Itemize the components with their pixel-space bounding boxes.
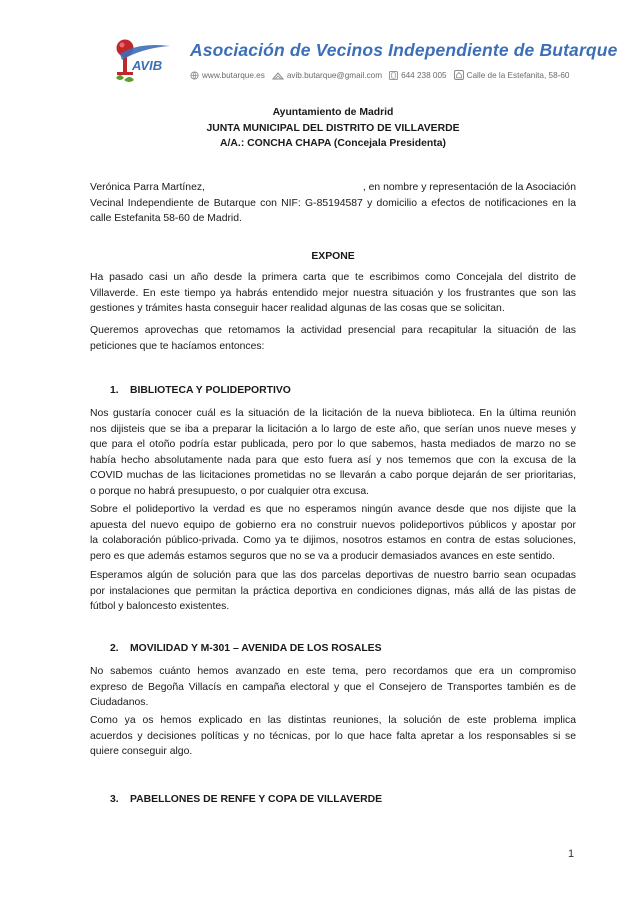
phone-item <box>389 71 447 80</box>
paragraph-1 <box>90 270 576 317</box>
s1p3-line: Esperamos algún de solución para que las dos parcelas deportivas de nuestro barrio sean ocupadas <box>90 570 576 581</box>
p1-line: Ha pasado casi un año desde la primera carta que te escribimos como Concejala del distrito de <box>90 272 576 283</box>
address-text: Calle de la Estefanita, 58-60 <box>466 70 570 80</box>
contact-bar <box>190 70 576 80</box>
section-1-paragraph-3 <box>90 568 576 615</box>
section-title: MOVILIDAD Y M-301 – AVENIDA DE LOS ROSALES <box>130 643 382 654</box>
association-name: Asociación de Vecinos Independiente de Butarque <box>190 40 618 60</box>
expone-heading: EXPONE <box>311 251 355 262</box>
s1p1-line: COVID muchas de las licitaciones prometidas no se llevarán a cabo porque dejarán de ser prioritarias, <box>90 470 576 482</box>
section-number: 3. <box>110 794 119 805</box>
section-number: 2. <box>110 643 119 654</box>
email-text[interactable]: avib.butarque@gmail.com <box>286 70 383 80</box>
s2p2-line: quiere conseguir algo. <box>90 746 193 758</box>
section-number: 1. <box>110 385 119 396</box>
home-icon <box>454 70 464 80</box>
recipient-line-3: A/A.: CONCHA CHAPA (Concejala Presidenta) <box>220 138 446 150</box>
section-title: PABELLONES DE RENFE Y COPA DE VILLAVERDE <box>130 794 383 805</box>
s1p1-line: que para el otoño podría estar publicada, pero por lo que sabemos, hasta mediados de marzo no se <box>90 439 576 451</box>
s1p1-line: Nos gustaría conocer cuál es la situación de la licitación de la nueva biblioteca. En la última reunión <box>90 408 576 419</box>
logo-text: AVIB <box>132 58 163 73</box>
email-item <box>272 71 382 80</box>
globe-icon <box>190 71 199 80</box>
section-title: BIBLIOTECA Y POLIDEPORTIVO <box>130 385 291 396</box>
address-item <box>454 70 570 80</box>
section-2-paragraph-2 <box>90 713 576 760</box>
s2p2-line: Como ya os hemos explicado en las distintas reuniones, la solución de este problema implica <box>90 715 576 726</box>
section-2-paragraph-1 <box>90 664 576 711</box>
website-item <box>190 71 265 80</box>
intro-paragraph <box>90 180 576 227</box>
p1-line: gestiones y trámites hasta conseguir hacer realidad algunas de las cosas que se solicitan. <box>90 303 505 315</box>
intro-line-1-rest: , en nombre y representación de la Asociación <box>362 182 576 193</box>
intro-line-2: Vecinal Independiente de Butarque con NIF: G-85194587 y domicilio a efectos de notificaciones en la <box>90 197 576 209</box>
s1p2-line: Sobre el polideportivo la verdad es que no esperamos ningún avance desde que nos dijiste que la <box>90 504 576 515</box>
website-text[interactable]: www.butarque.es <box>202 70 265 80</box>
section-3-heading <box>110 794 382 805</box>
recipient-line-1: Ayuntamiento de Madrid <box>272 107 394 118</box>
page-number: 1 <box>568 848 575 860</box>
s2p1-line: Ciudadanos. <box>90 697 149 709</box>
sender-name: Verónica Parra Martínez, <box>90 182 205 193</box>
s2p1-line: expreso de Begoña Villacís en campaña electoral y que el Consejero de Transportes también es de <box>90 681 576 693</box>
p2-line: Queremos aprovechas que retomamos la actividad presencial para recapitular la situación de las <box>90 325 576 336</box>
s1p1-line: había hecho absolutamente nada para que esto fuera así y nos tememos que con la excusa de la <box>90 454 576 466</box>
intro-line-3: calle Estefanita 58-60 de Madrid. <box>90 213 242 225</box>
s2p2-line: acuerdos y decisiones políticas y no técnicas, por lo que hace falta apretar a los responsables si se <box>90 730 576 742</box>
s1p1-line: o porque no habrá presupuesto, o por cualquier otra excusa. <box>90 485 369 497</box>
s1p2-line: pero es que además estamos seguros que no se va a producir demasiados avances en este sentido. <box>90 550 555 562</box>
section-2-heading <box>110 643 382 654</box>
s1p1-line: nos dijisteis que se iba a preparar la licitación a lo largo de este año, que serían unos nueve meses y <box>90 423 576 435</box>
recipient-block <box>90 105 576 152</box>
p1-line: Villaverde. En este tiempo ya habrás entendido mejor nuestra situación y los frustrantes que son las <box>90 287 576 299</box>
s1p3-line: por instalaciones que permitan la práctica deportiva en condiciones dignas, más allá de las pistas de <box>90 585 576 597</box>
s1p2-line: la colaboración público-privada. Como ya te dijimos, nosotros estamos en contra de estas soluciones, <box>90 535 576 547</box>
mail-icon <box>272 71 284 80</box>
s2p1-line: No sabemos cuánto hemos avanzado en este tema, pero recordamos que era un compromiso <box>90 666 576 677</box>
phone-icon <box>389 71 398 80</box>
intro-line-1 <box>90 180 576 196</box>
section-1-paragraph-1 <box>90 406 576 500</box>
recipient-line-2: JUNTA MUNICIPAL DEL DISTRITO DE VILLAVERDE <box>206 122 460 134</box>
section-1-paragraph-2 <box>90 502 576 564</box>
avib-logo <box>108 38 183 84</box>
letterhead <box>108 38 618 88</box>
section-1-heading <box>110 385 291 396</box>
s1p3-line: fútbol y baloncesto existentes. <box>90 601 230 613</box>
s1p2-line: apuesta del nuevo equipo de gobierno era no construir nuevos polideportivos públicos y apostar por <box>90 519 576 531</box>
phone-text[interactable]: 644 238 005 <box>401 70 447 80</box>
paragraph-2 <box>90 323 576 354</box>
p2-line: peticiones que te hacíamos entonces: <box>90 340 265 352</box>
